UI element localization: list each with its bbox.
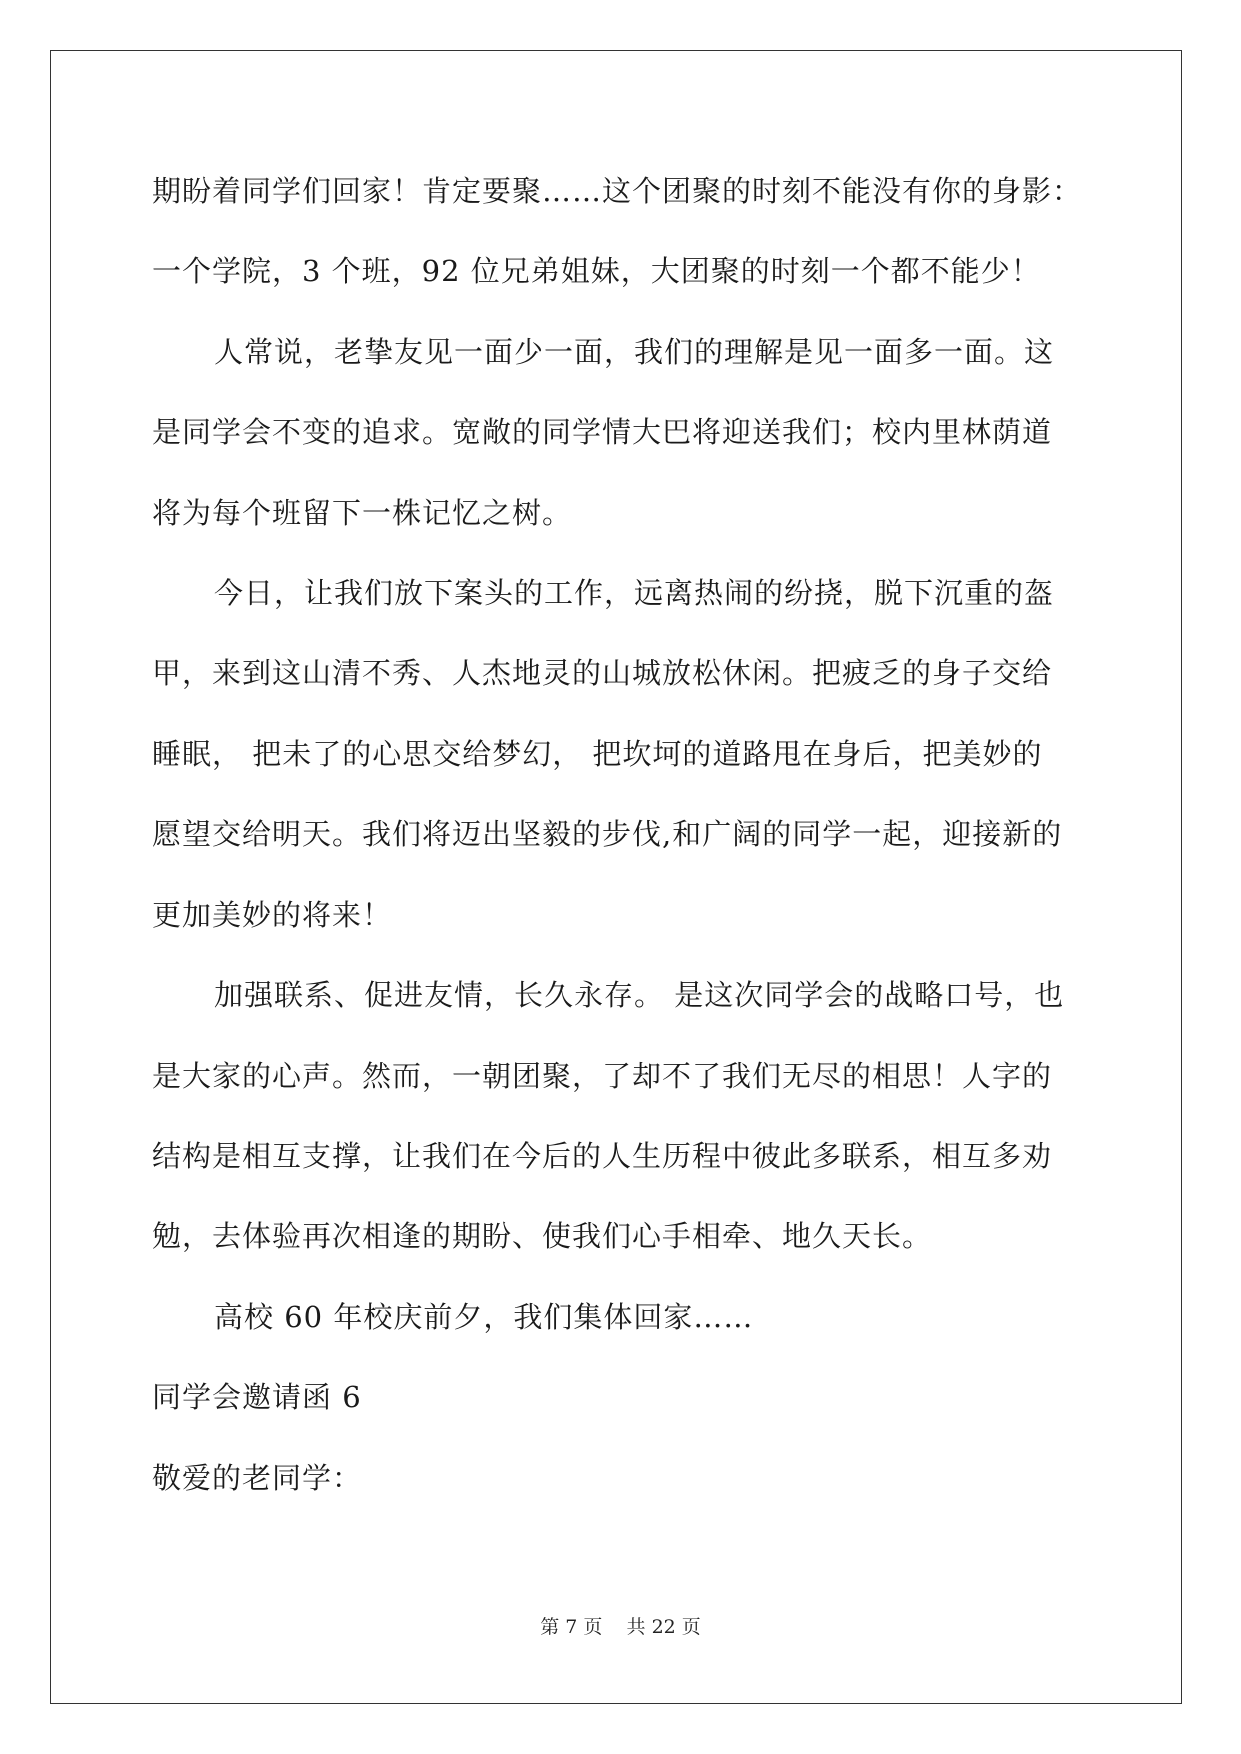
text-line-5: 将为每个班留下一株记忆之树。 [152,496,573,530]
text-line-15: 高校 60 年校庆前夕，我们集体回家…… [214,1300,754,1334]
text-line-1: 期盼着同学们回家！肯定要聚……这个团聚的时刻不能没有你的身影： [152,174,1083,208]
text-line-13: 结构是相互支撑，让我们在今后的人生历程中彼此多联系，相互多劝 [152,1139,1053,1173]
text-line-14: 勉，去体验再次相逢的期盼、使我们心手相牵、地久天长。 [152,1219,933,1253]
text-line-6: 今日，让我们放下案头的工作，远离热闹的纷挠，脱下沉重的盔 [214,576,1055,610]
text-line-10: 更加美妙的将来！ [152,898,393,932]
text-line-12: 是大家的心声。然而，一朝团聚，了却不了我们无尽的相思！人字的 [152,1059,1053,1093]
page-total: 共 22 页 [626,1616,701,1638]
page-number: 第 7 页 [540,1616,603,1638]
page-border [50,50,1182,1704]
salutation: 敬爱的老同学： [152,1461,363,1495]
text-line-8: 睡眠， 把未了的心思交给梦幻， 把坎坷的道路甩在身后，把美妙的 [152,737,1043,771]
text-line-9: 愿望交给明天。我们将迈出坚毅的步伐,和广阔的同学一起，迎接新的 [152,817,1063,851]
text-line-2: 一个学院，3 个班，92 位兄弟姐妹，大团聚的时刻一个都不能少！ [152,254,1041,288]
text-line-4: 是同学会不变的追求。宽敞的同学情大巴将迎送我们；校内里林荫道 [152,415,1053,449]
page-footer [0,1616,1241,1638]
text-line-7: 甲，来到这山清不秀、人杰地灵的山城放松休闲。把疲乏的身子交给 [152,656,1053,690]
text-line-3: 人常说，老挚友见一面少一面，我们的理解是见一面多一面。这 [214,335,1055,369]
section-heading: 同学会邀请函 6 [152,1380,362,1414]
text-line-11: 加强联系、促进友情，长久永存。 是这次同学会的战略口号，也 [214,978,1065,1012]
